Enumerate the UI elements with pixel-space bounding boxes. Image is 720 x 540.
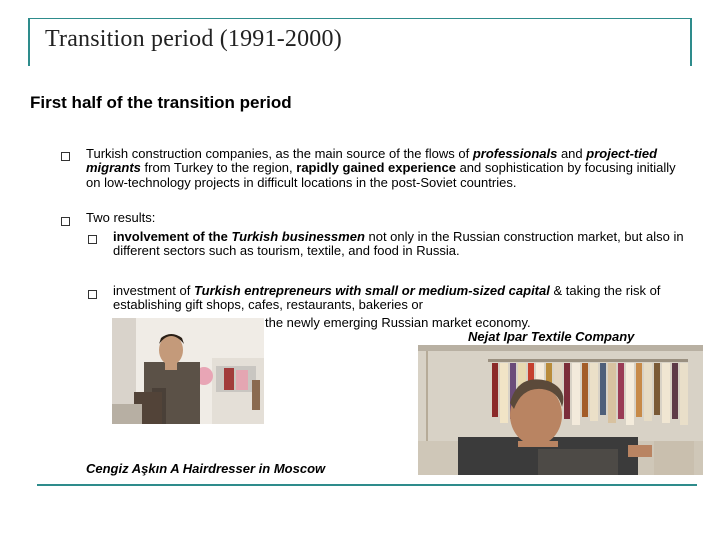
bullet-box-icon	[61, 217, 70, 226]
emphasis-professionals: professionals	[472, 146, 558, 161]
photo-caption: Cengiz Aşkın A Hairdresser in Moscow	[86, 461, 326, 476]
company-caption-overlap: Nejat Ipar Textile Company	[468, 329, 635, 344]
emphasis-turkish-businessmen: Turkish businessmen	[231, 229, 365, 244]
emphasis-turkish-entrepreneurs: Turkish entrepreneurs with small or medium-sized capital	[193, 283, 550, 298]
title-frame-right-border	[690, 18, 692, 66]
bullet-paragraph-2: Two results:	[86, 210, 156, 225]
sub-bullet-box-icon	[88, 235, 97, 244]
emphasis-rapidly-gained: rapidly gained experience	[296, 160, 456, 176]
sub-bullet-paragraph-1: involvement of the Turkish businessmen not only in the Russian construction market, but also in different sectors such as tourism, textile, and food in Russia.	[113, 229, 684, 259]
bullet-paragraph-1: Turkish construction companies, as the main source of the flows of professionals and project-tied migrants from Turkey to the region, rapidly gained experience and sophistication by focusing initially on low-technology projects in difficult locations in the post-Soviet countries.	[86, 146, 676, 190]
sub-bullet-paragraph-2-tail: the newly emerging Russian market economy.	[265, 315, 531, 330]
sub-bullet-paragraph-2: investment of Turkish entrepreneurs with small or medium-sized capital & taking the risk of establishing gift shops, cafes, restaurants, bakeries or	[113, 283, 661, 313]
bottom-divider	[37, 484, 697, 486]
title-frame-top-border	[28, 18, 692, 19]
textile-company-photo	[418, 345, 703, 475]
emphasis-project-tied-migrants: project-tied migrants	[86, 146, 658, 176]
title-frame-left-border	[28, 18, 30, 66]
bullet-box-icon	[61, 152, 70, 161]
slide-title: Transition period (1991-2000)	[45, 26, 342, 52]
slide-subtitle: First half of the transition period	[30, 93, 292, 112]
hairdresser-photo	[112, 318, 264, 424]
sub-bullet-box-icon	[88, 290, 97, 299]
